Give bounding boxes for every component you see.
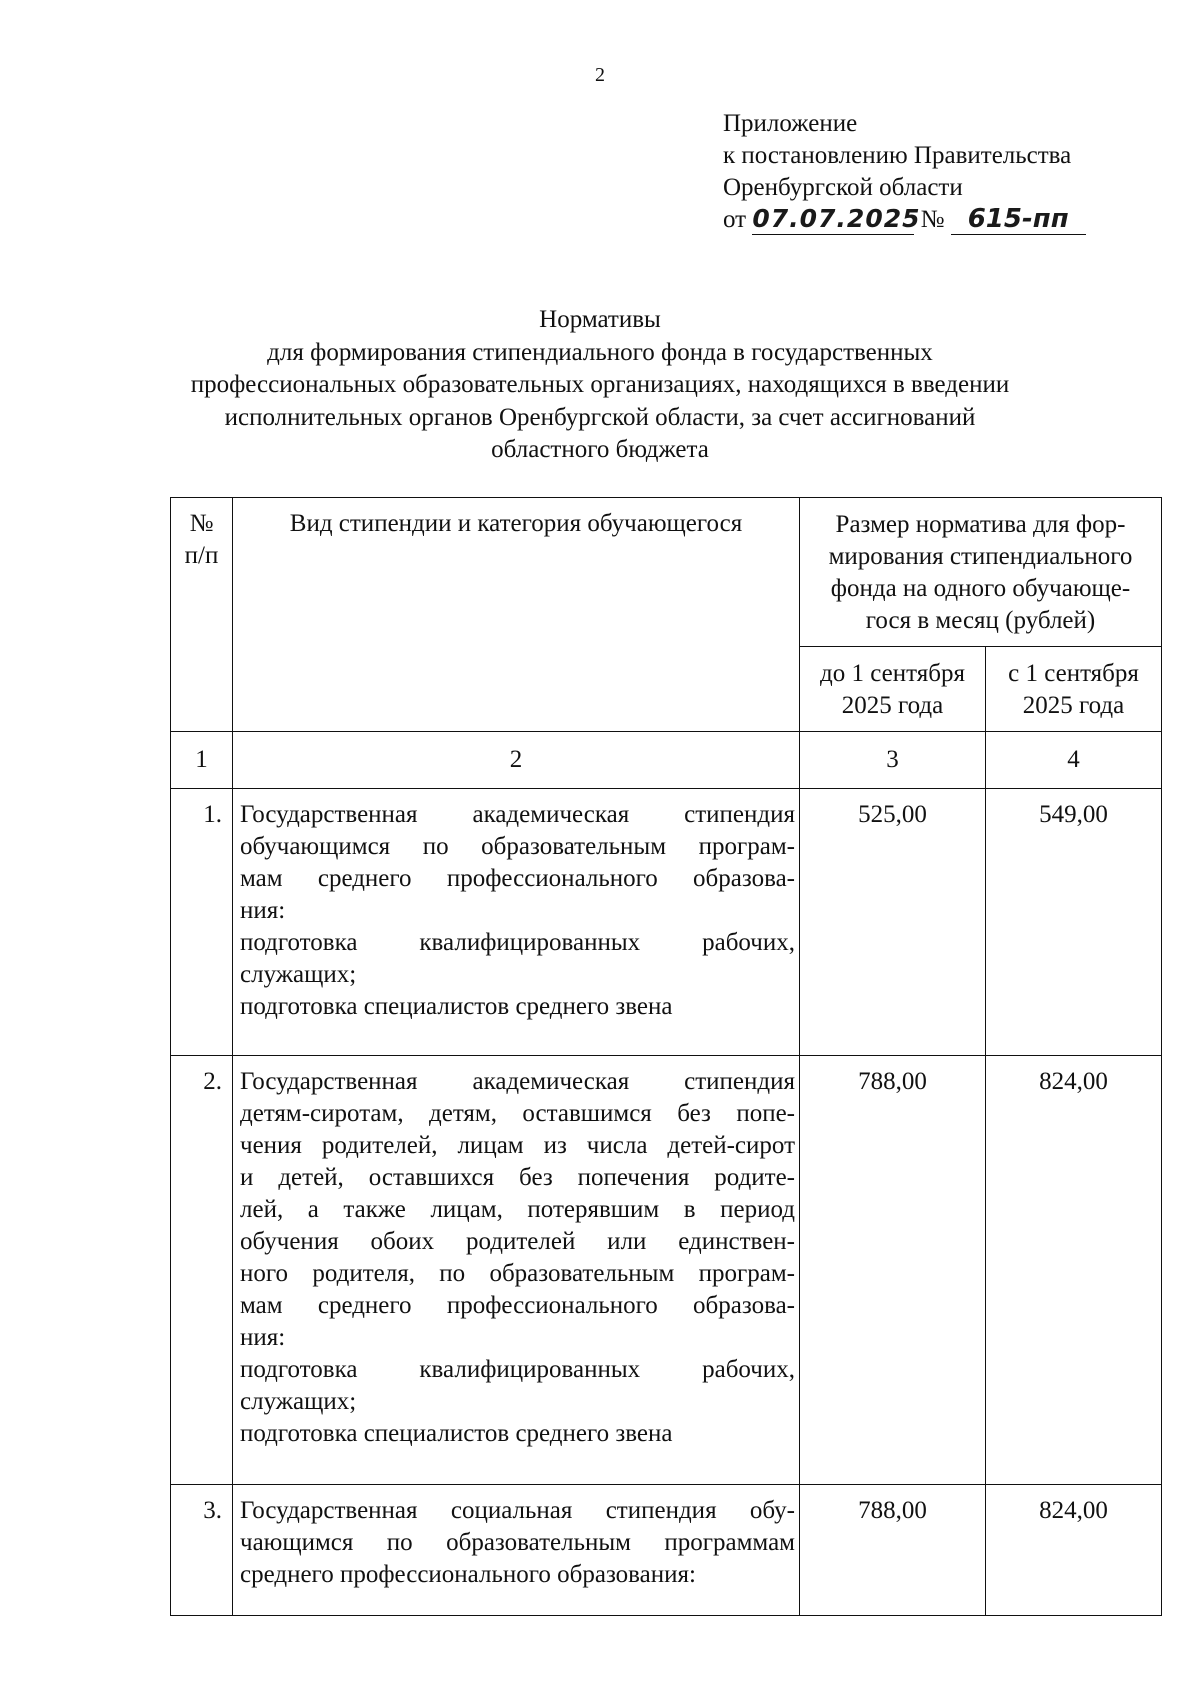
column-number: 3: [800, 732, 986, 789]
document-title: [150, 304, 1050, 467]
value-after-sept: 549,00: [986, 789, 1162, 1056]
header-number: № п/п: [171, 498, 233, 732]
header-after-sept: с 1 сентября 2025 года: [986, 647, 1162, 732]
title-line: для формирования стипендиального фонда в государственных: [267, 338, 933, 366]
appendix-resolution: к постановлению Правительства: [723, 142, 1072, 169]
value-after-sept: 824,00: [986, 1056, 1162, 1485]
page-number: 2: [595, 64, 605, 86]
row-number: 1.: [171, 789, 233, 1056]
column-numbers-row: [171, 732, 1162, 789]
title-line: областного бюджета: [491, 436, 709, 463]
appendix-block: [723, 108, 1086, 236]
column-number: 2: [233, 732, 800, 789]
number-sign: №: [920, 206, 945, 233]
title-line: профессиональных образовательных организациях, находящихся в введении: [190, 371, 1010, 398]
from-label: от: [723, 206, 747, 233]
title-line: исполнительных органов Оренбургской области, за счет ассигнований: [224, 403, 976, 431]
handwritten-date: 07.07.2025: [752, 204, 921, 233]
header-size: Размер норматива для фор- мирования стипендиального фонда на одного обучающе- гося в месяц (рублей): [800, 498, 1162, 647]
header-before-sept: до 1 сентября 2025 года: [800, 647, 986, 732]
row-number: 3.: [171, 1485, 233, 1616]
header-kind: Вид стипендии и категория обучающегося: [233, 498, 800, 732]
column-number: 1: [171, 732, 233, 789]
handwritten-number: 615-пп: [951, 204, 1086, 235]
value-before-sept: 525,00: [800, 789, 986, 1056]
row-number: 2.: [171, 1056, 233, 1485]
table-row: [171, 1056, 1162, 1485]
appendix-title: Приложение: [723, 110, 858, 137]
row-description: Государственная академическая стипендия детям-сиротам, детям, оставшимся без попе- чения родителей, лицам из числа детей-сирот и детей, оставшихся без попечения родите- лей, а также лицам, потерявшим в период обучения обоих родителей или единствен- ного родителя, по образовательным програм- мам среднего профессионального образова- ния: подготовка квалифицированных рабочих, служащих; подготовка специалистов среднего звена: [233, 1056, 800, 1485]
row-description: Государственная социальная стипендия обу- чающимся по образовательным программам среднего профессионального образования:: [233, 1485, 800, 1616]
table-header-row: [171, 498, 1162, 647]
title-line: Нормативы: [539, 306, 661, 333]
value-after-sept: 824,00: [986, 1485, 1162, 1616]
row-description: Государственная академическая стипендия обучающимся по образовательным програм- мам среднего профессионального образова- ния: подготовка квалифицированных рабочих, служащих; подготовка специалистов среднего звена: [233, 789, 800, 1056]
value-before-sept: 788,00: [800, 1485, 986, 1616]
table-row: [171, 789, 1162, 1056]
table-row: [171, 1485, 1162, 1616]
appendix-region: Оренбургской области: [723, 174, 963, 201]
column-number: 4: [986, 732, 1162, 789]
value-before-sept: 788,00: [800, 1056, 986, 1485]
norms-table: [170, 497, 1162, 1616]
appendix-date-number: [723, 204, 1086, 236]
